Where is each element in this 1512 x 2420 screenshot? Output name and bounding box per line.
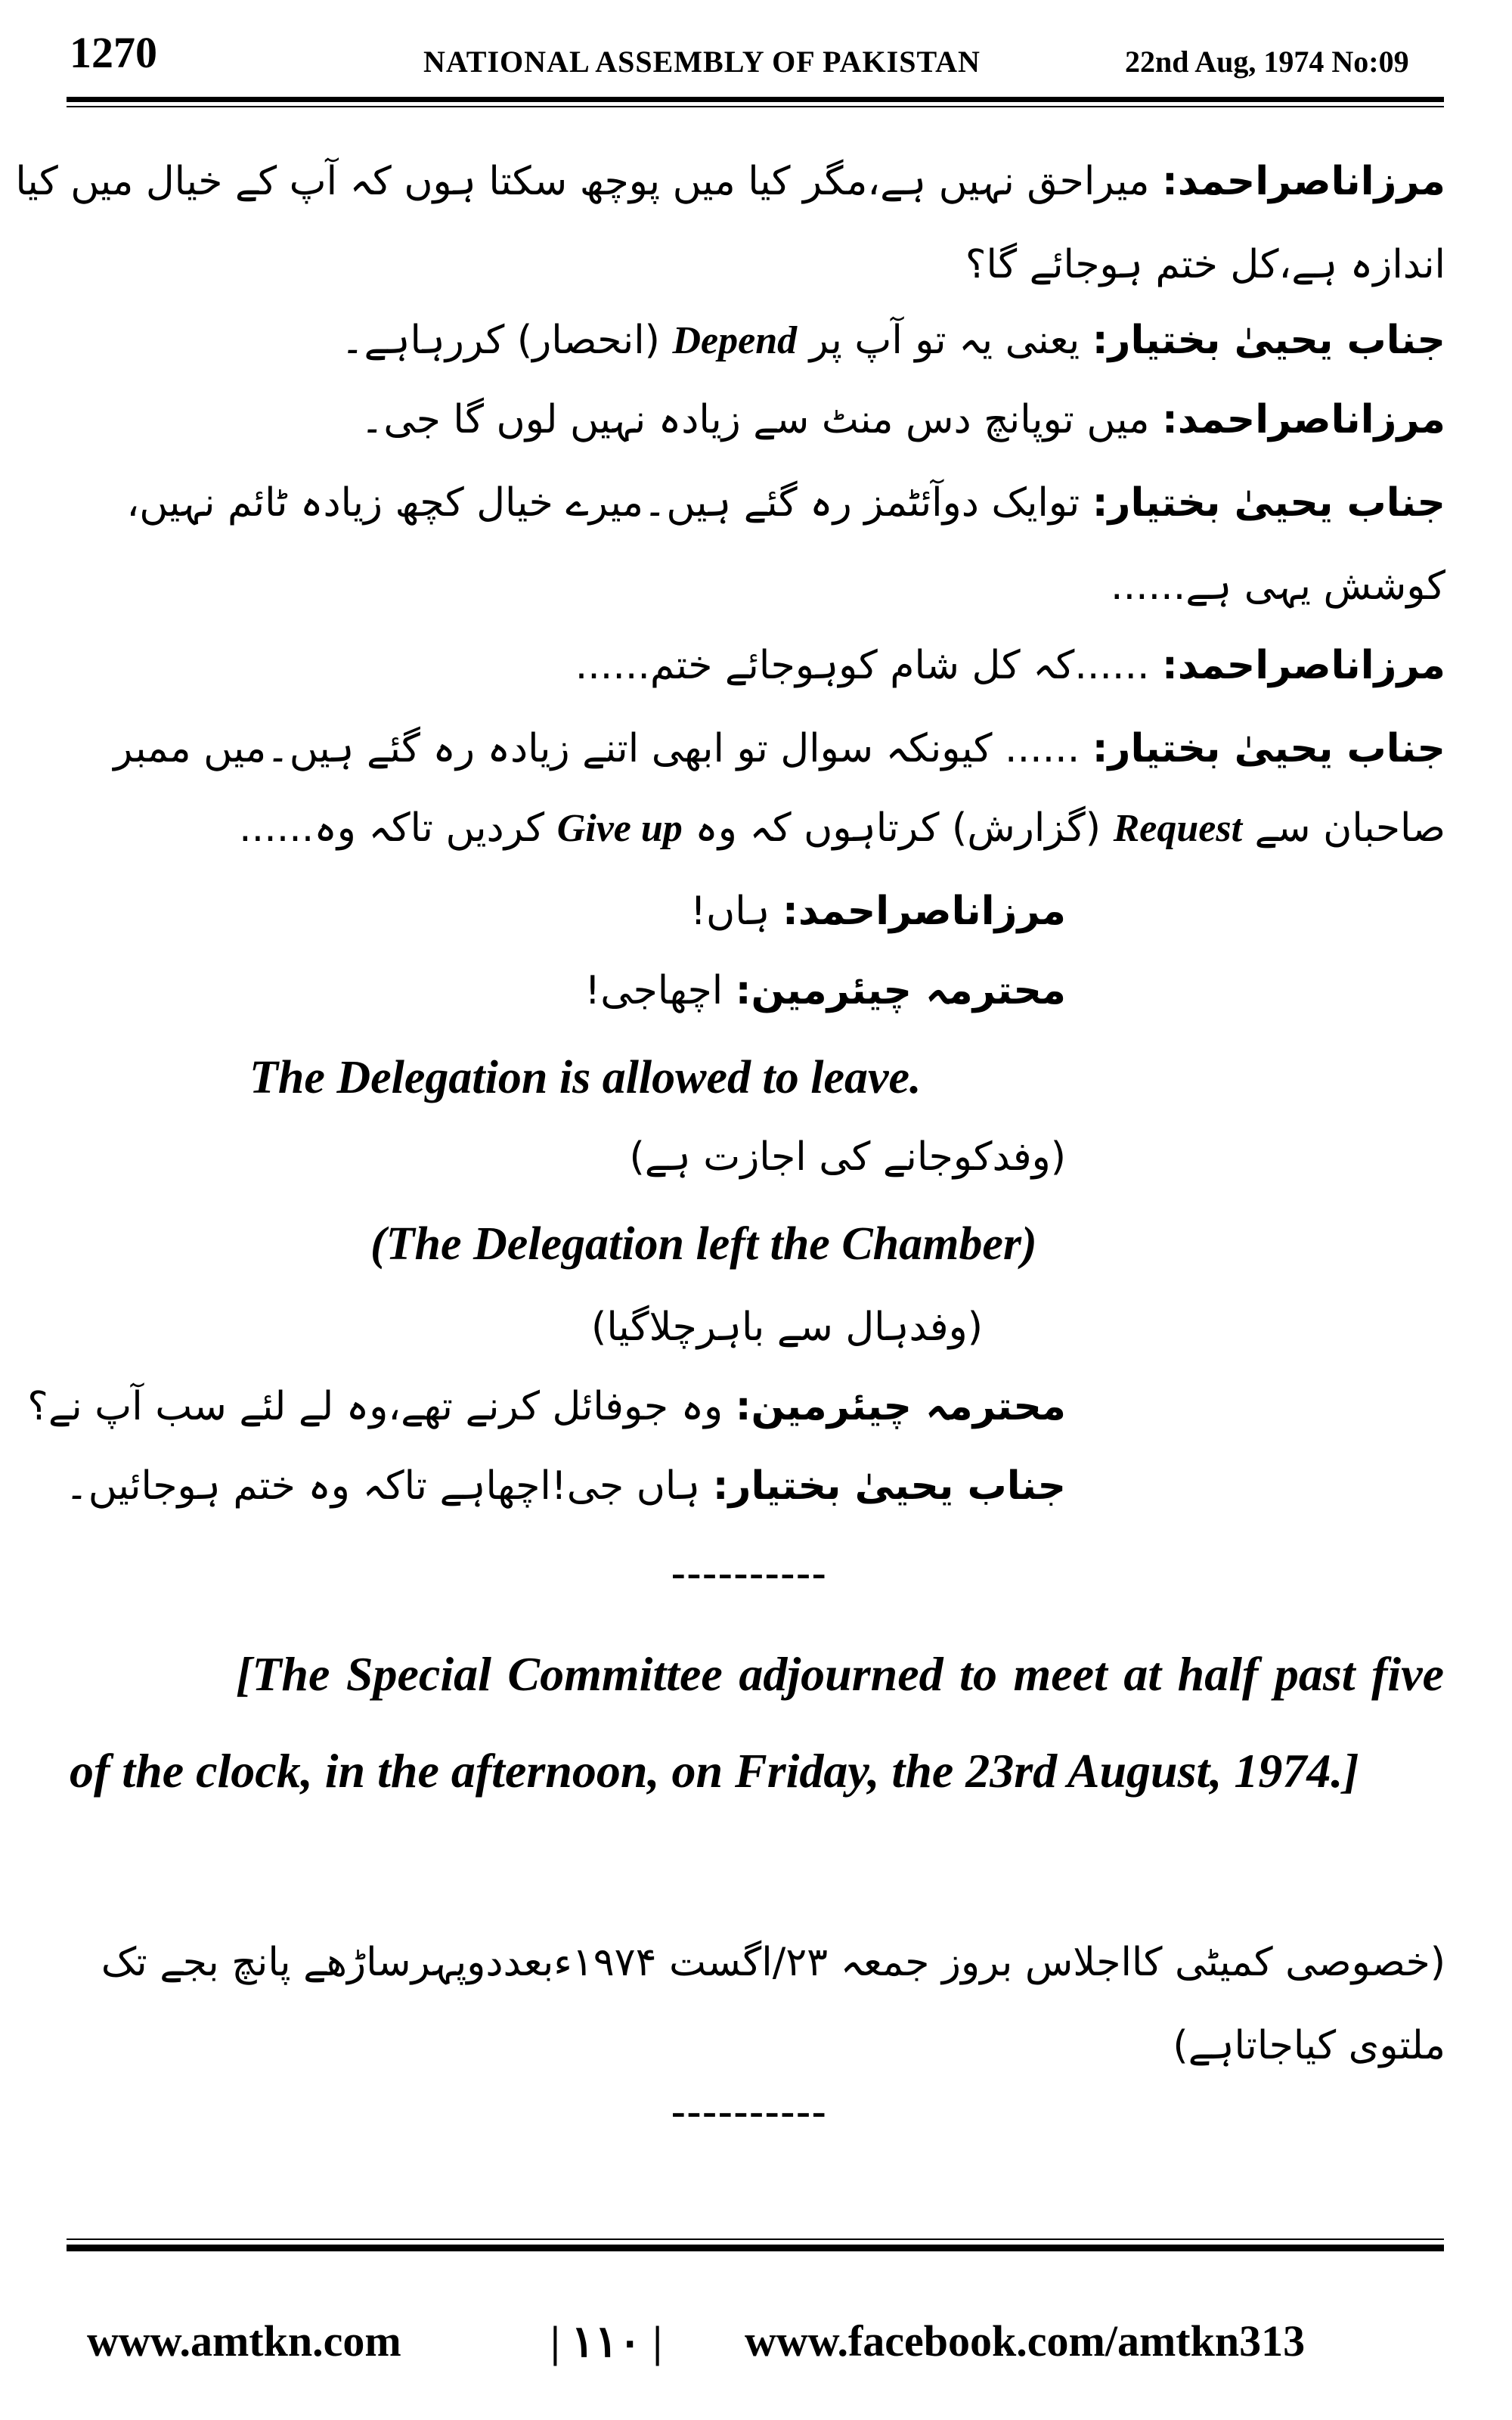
dialogue-line	[15, 151, 1445, 212]
separator: ----------	[671, 1550, 828, 1596]
english-term: Give up	[556, 807, 683, 850]
dialogue-text: اندازہ ہے،کل ختم ہوجائے گا؟	[965, 242, 1445, 287]
speaker-name: مرزاناصراحمد:	[782, 889, 1066, 934]
speaker-name: محترمہ چیئرمین:	[735, 968, 1066, 1013]
dialogue-text: کردیں تاکہ وہ......	[239, 805, 557, 851]
page-number: 1270	[70, 28, 157, 77]
footer-rule-thin	[67, 2238, 1444, 2240]
dialogue-text: میراحق نہیں ہے،مگر کیا میں پوچھ سکتا ہوں کہ آپ کے خیال میں کیا	[15, 159, 1163, 204]
speaker-name: جناب یحییٰ بختیار:	[1092, 726, 1445, 771]
dialogue-line	[341, 310, 1445, 371]
footer-website-link[interactable]: www.amtkn.com	[87, 2316, 401, 2366]
dialogue-text: (گزارش) کرتاہوں کہ وہ	[682, 805, 1114, 851]
procedural-note-urdu: (وفدہال سے باہرچلاگیا)	[591, 1305, 983, 1350]
dialogue-text: کوشش یہی ہے......	[1111, 563, 1445, 609]
dialogue-text: ہاں!	[690, 889, 783, 934]
dialogue-text: توایک دوآئٹمز رہ گئے ہیں۔میرے خیال کچھ زیادہ ٹائم نہیں،	[126, 480, 1092, 526]
dialogue-line	[27, 1376, 1066, 1437]
header-date-number: 22nd Aug, 1974 No:09	[1125, 45, 1409, 79]
dialogue-line	[690, 881, 1066, 942]
dialogue-line	[65, 1456, 1066, 1516]
speaker-name: جناب یحییٰ بختیار:	[712, 1463, 1066, 1509]
procedural-note: (The Delegation left the Chamber)	[370, 1218, 1037, 1270]
adjournment-urdu: (خصوصی کمیٹی کااجلاس بروز جمعہ ۲۳/اگست ۱۹۷۴ءبعددوپہرساڑھے پانچ بجے تک	[101, 1940, 1445, 1985]
dialogue-line	[575, 635, 1445, 696]
dialogue-text: اچھاجی!	[584, 968, 736, 1013]
procedural-note: The Delegation is allowed to leave.	[249, 1052, 922, 1103]
dialogue-text: ...... کیونکہ سوال تو ابھی اتنے زیادہ رہ گئے ہیں۔میں ممبر	[113, 726, 1092, 771]
english-term: Request	[1113, 807, 1243, 850]
dialogue-line	[127, 473, 1445, 533]
procedural-note-urdu: (وفدکوجانے کی اجازت ہے)	[629, 1134, 1066, 1180]
adjournment-paragraph: [The Special Committee adjourned to meet at half past five of the clock, in the afternoon, on Friday, the 23rd August, 1974.]	[70, 1647, 1444, 1798]
separator: ----------	[671, 2088, 828, 2135]
footer-facebook-link[interactable]: www.facebook.com/amtkn313	[745, 2316, 1306, 2366]
dialogue-text: وہ جوفائل کرنے تھے،وہ لے لئے سب آپ نے؟	[27, 1384, 736, 1429]
footer-page-number: | ۱۱۰ |	[550, 2317, 663, 2366]
dialogue-line	[361, 389, 1445, 450]
speaker-name: مرزاناصراحمد:	[1162, 643, 1445, 688]
dialogue-text: یعنی یہ تو آپ پر	[797, 318, 1092, 363]
dialogue-line	[965, 234, 1445, 295]
dialogue-line	[113, 718, 1445, 779]
speaker-name: محترمہ چیئرمین:	[735, 1384, 1066, 1429]
english-term: Depend	[672, 319, 798, 362]
header-title: NATIONAL ASSEMBLY OF PAKISTAN	[423, 45, 981, 79]
dialogue-line	[584, 960, 1066, 1021]
footer-rule-thick	[67, 2245, 1444, 2251]
dialogue-text: (انحصار) کررہاہے۔	[341, 318, 673, 363]
dialogue-line	[1111, 556, 1445, 616]
adjournment-urdu: ملتوی کیاجاتاہے)	[1173, 2023, 1445, 2068]
dialogue-text: ......کہ کل شام کوہوجائے ختم......	[575, 643, 1163, 688]
header-rule-thin	[67, 106, 1444, 107]
speaker-name: جناب یحییٰ بختیار:	[1092, 318, 1445, 363]
speaker-name: مرزاناصراحمد:	[1162, 397, 1445, 442]
dialogue-text: ہاں جی!اچھاہے تاکہ وہ ختم ہوجائیں۔	[65, 1463, 713, 1509]
header-rule-thick	[67, 97, 1444, 102]
dialogue-text: صاحبان سے	[1242, 805, 1445, 851]
speaker-name: جناب یحییٰ بختیار:	[1092, 480, 1445, 526]
speaker-name: مرزاناصراحمد:	[1162, 159, 1445, 204]
dialogue-line	[239, 798, 1445, 859]
dialogue-text: میں توپانچ دس منٹ سے زیادہ نہیں لوں گا جی۔	[360, 397, 1163, 442]
